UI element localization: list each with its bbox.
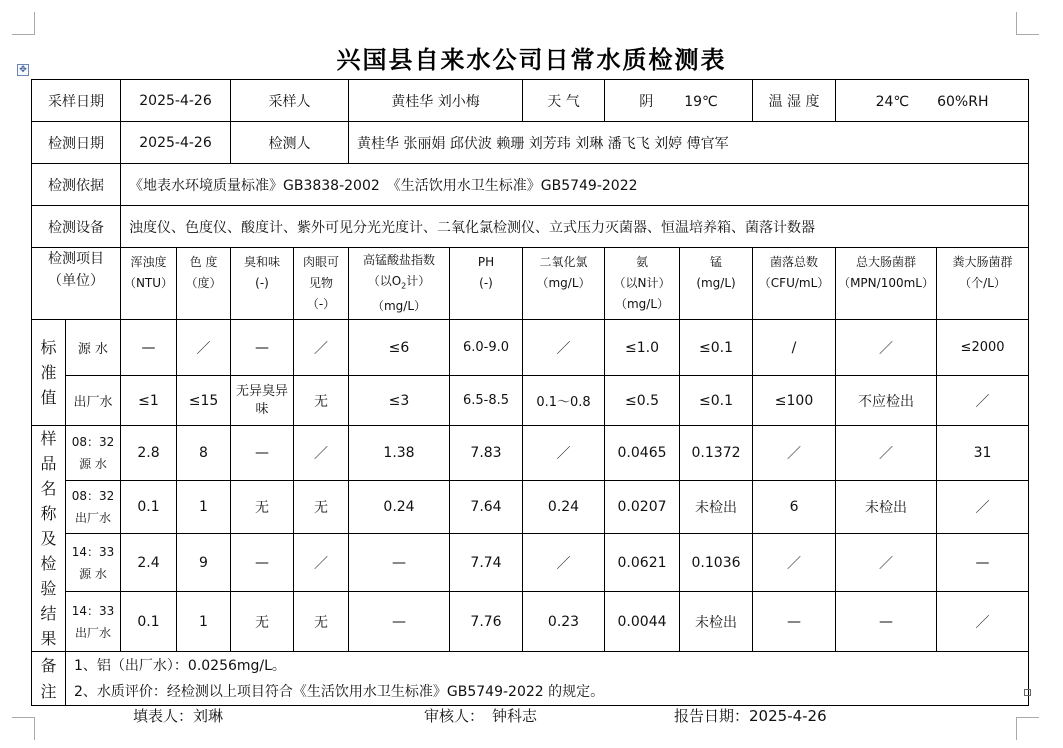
table-cell: — [349, 592, 450, 652]
label-char: 结 [40, 604, 57, 623]
label-char: 品 [40, 454, 57, 473]
label-char: 标 [40, 338, 57, 357]
table-cell: 无 [294, 480, 349, 534]
basis-row [32, 164, 1029, 206]
col-name2: （以O [367, 273, 402, 288]
table-cell: ／ [836, 534, 937, 592]
sampling-date-value: 2025-4-26 [121, 80, 231, 122]
table-cell: 无 [294, 376, 349, 426]
table-cell: 0.1372 [680, 426, 753, 481]
sample-time: 08：32 [71, 434, 115, 449]
table-cell: ／ [937, 376, 1029, 426]
col-name: 肉眼可 [302, 255, 339, 269]
label-char: 果 [40, 629, 57, 648]
testing-date-label: 检测日期 [32, 122, 121, 164]
table-cell: — [753, 592, 836, 652]
table-cell: 不应检出 [836, 376, 937, 426]
testing-date-value: 2025-4-26 [121, 122, 231, 164]
col-sub: 2 [401, 281, 407, 291]
table-cell: 1.38 [349, 426, 450, 481]
equipment-value: 浊度仪、色度仪、酸度计、紫外可见分光光度计、二氧化氯检测仪、立式压力灭菌器、恒温培养箱、菌落计数器 [121, 206, 1029, 248]
table-cell: 0.1 [121, 480, 177, 534]
row-label: 源 水 [66, 320, 121, 376]
water-quality-table [31, 79, 1029, 706]
col-odor [231, 248, 294, 320]
sample-time: 14：33 [71, 603, 115, 618]
table-cell: ／ [294, 320, 349, 376]
table-cell: — [231, 534, 294, 592]
table-cell: ≤0.1 [680, 376, 753, 426]
table-cell: ／ [523, 534, 605, 592]
climate-label: 温 湿 度 [753, 80, 836, 122]
table-cell: — [231, 320, 294, 376]
col-name: 总大肠菌群 [856, 255, 917, 269]
footer-report-date [674, 705, 827, 726]
result-row [32, 534, 1029, 592]
weather-label: 天 气 [523, 80, 605, 122]
reviewer-label: 审核人： [424, 707, 485, 725]
table-cell: ／ [294, 426, 349, 481]
equipment-row [32, 206, 1029, 248]
items-label-line2: （单位） [48, 273, 104, 289]
table-cell: 7.76 [450, 592, 523, 652]
table-cell: — [231, 426, 294, 481]
table-cell: 0.1 [121, 592, 177, 652]
crop-mark-bottom-left [12, 717, 35, 740]
col-name: 氨 [636, 255, 649, 269]
table-cell: ／ [177, 320, 231, 376]
equipment-label: 检测设备 [32, 206, 121, 248]
label-char: 注 [40, 681, 57, 701]
table-cell: 6.5-8.5 [450, 376, 523, 426]
label-char: 检 [40, 554, 57, 573]
table-cell: 9 [177, 534, 231, 592]
reviewer-value: 钟科志 [492, 707, 538, 725]
sample-label [66, 480, 121, 534]
table-cell: 2.4 [121, 534, 177, 592]
crop-mark-top-right [1016, 12, 1039, 35]
table-cell: — [349, 534, 450, 592]
table-resize-handle[interactable] [1024, 689, 1031, 696]
sampler-label: 采样人 [231, 80, 349, 122]
col-name: 粪大肠菌群 [952, 255, 1013, 269]
table-cell: 8 [177, 426, 231, 481]
table-cell: ／ [937, 480, 1029, 534]
col-unit: （MPN/100mL） [838, 276, 934, 290]
col-manganese [680, 248, 753, 320]
col-unit: （mg/L） [614, 297, 670, 311]
table-cell: ≤1 [121, 376, 177, 426]
label-char: 验 [40, 579, 57, 598]
label-char: 值 [40, 388, 57, 407]
col-unit: (-) [255, 276, 269, 290]
col-name: PH [477, 255, 495, 269]
standard-row-treated [32, 376, 1029, 426]
page-title: 兴国县自来水公司日常水质检测表 [336, 46, 727, 74]
col-colony-count [753, 248, 836, 320]
col-name: 浑浊度 [130, 255, 167, 269]
table-cell: 7.83 [450, 426, 523, 481]
table-cell: ／ [523, 426, 605, 481]
col-permanganate [349, 248, 450, 320]
items-label [32, 248, 121, 320]
table-cell: ／ [836, 320, 937, 376]
note-line: 2、水质评价：经检测以上项目符合《生活饮用水卫生标准》GB5749-2022 的规定。 [74, 683, 605, 700]
weather-value [605, 80, 753, 122]
col-unit: (mg/L) [696, 276, 736, 290]
col-unit: （个/L） [959, 276, 1006, 290]
result-row [32, 480, 1029, 534]
basis-label: 检测依据 [32, 164, 121, 206]
sample-type: 出厂水 [74, 625, 111, 640]
table-cell: ≤15 [177, 376, 231, 426]
col-name2: （以N计） [613, 276, 671, 290]
table-cell: ≤3 [349, 376, 450, 426]
col-unit: （度） [185, 276, 222, 290]
label-char: 样 [40, 429, 57, 448]
result-row [32, 592, 1029, 652]
table-cell: — [836, 592, 937, 652]
col-unit: （mg/L） [536, 276, 591, 290]
table-cell: ／ [836, 426, 937, 481]
row-label: 出厂水 [66, 376, 121, 426]
table-cell: 0.24 [523, 480, 605, 534]
notes-content [66, 652, 1029, 706]
col-ammonia [605, 248, 680, 320]
table-cell: ／ [523, 320, 605, 376]
table-cell: 0.0621 [605, 534, 680, 592]
sample-type: 源 水 [79, 456, 107, 471]
temperature-text: 19℃ [684, 93, 718, 110]
table-cell: 0.23 [523, 592, 605, 652]
col-unit: （CFU/mL） [758, 276, 830, 290]
notes-row [32, 652, 1029, 706]
table-cell: 未检出 [680, 480, 753, 534]
label-char: 称 [40, 504, 57, 523]
testing-row [32, 122, 1029, 164]
col-name: 臭和味 [243, 255, 280, 269]
sample-label [66, 426, 121, 481]
crop-mark-bottom-right [1016, 717, 1039, 740]
table-cell: — [121, 320, 177, 376]
note-line: 1、铝（出厂水）：0.0256mg/L。 [74, 657, 286, 674]
col-unit: (-) [479, 276, 493, 290]
report-date-value: 2025-4-26 [749, 707, 827, 725]
table-cell: 6.0-9.0 [450, 320, 523, 376]
table-cell: 无 [231, 592, 294, 652]
label-char: 及 [40, 529, 57, 548]
table-cell: 0.1036 [680, 534, 753, 592]
col-name: 菌落总数 [770, 255, 819, 269]
sample-label [66, 534, 121, 592]
table-cell: ≤2000 [937, 320, 1029, 376]
table-cell: 0.0465 [605, 426, 680, 481]
table-cell: 0.24 [349, 480, 450, 534]
col-name3: 计） [406, 273, 431, 288]
footer-filler [133, 705, 223, 726]
col-unit: （mg/L） [371, 299, 427, 314]
standard-row-raw [32, 320, 1029, 376]
sample-time: 08：32 [71, 488, 115, 503]
tester-label: 检测人 [231, 122, 349, 164]
items-label-line1: 检测项目 [48, 251, 104, 267]
table-cell: 2.8 [121, 426, 177, 481]
col-color [177, 248, 231, 320]
table-cell: — [937, 534, 1029, 592]
table-cell: 1 [177, 592, 231, 652]
table-cell: 未检出 [680, 592, 753, 652]
col-name2: 见物 [308, 276, 333, 290]
col-name: 锰 [710, 255, 723, 269]
table-cell: / [753, 320, 836, 376]
footer-reviewer [424, 705, 537, 726]
sample-time: 14：33 [71, 544, 115, 559]
table-cell: 1 [177, 480, 231, 534]
table-cell: 无 [231, 480, 294, 534]
filler-label: 填表人： [133, 707, 194, 725]
result-row [32, 426, 1029, 481]
table-cell: ／ [294, 534, 349, 592]
table-move-handle-icon[interactable]: ✥ [17, 64, 29, 76]
table-cell: 31 [937, 426, 1029, 481]
col-total-coliform [836, 248, 937, 320]
items-header-row [32, 248, 1029, 320]
sampling-row [32, 80, 1029, 122]
col-turbidity [121, 248, 177, 320]
col-chlorine-dioxide [523, 248, 605, 320]
climate-value: 24℃ 60%RH [836, 80, 1029, 122]
label-char: 备 [40, 655, 57, 675]
label-char: 准 [40, 363, 57, 382]
sampler-value: 黄桂华 刘小梅 [349, 80, 523, 122]
table-cell: ≤100 [753, 376, 836, 426]
col-name: 色 度 [189, 255, 218, 269]
table-cell: 7.74 [450, 534, 523, 592]
label-char: 名 [40, 479, 57, 498]
table-cell: ／ [753, 426, 836, 481]
col-fecal-coliform [937, 248, 1029, 320]
table-cell: ／ [753, 534, 836, 592]
table-cell: 7.64 [450, 480, 523, 534]
table-cell: 6 [753, 480, 836, 534]
table-cell: ≤1.0 [605, 320, 680, 376]
table-cell: 0.1～0.8 [523, 376, 605, 426]
col-name: 高锰酸盐指数 [362, 252, 435, 267]
weather-text: 阴 [639, 93, 654, 110]
tester-value: 黄桂华 张丽娟 邱伏波 赖珊 刘芳玮 刘琳 潘飞飞 刘婷 傅官军 [349, 122, 1029, 164]
sampling-date-label: 采样日期 [32, 80, 121, 122]
results-label [32, 426, 66, 652]
table-cell: ／ [937, 592, 1029, 652]
notes-label [32, 652, 66, 706]
table-cell: ≤6 [349, 320, 450, 376]
table-cell: 无 [294, 592, 349, 652]
col-name: 二氧化氯 [539, 255, 588, 269]
report-date-label: 报告日期： [674, 707, 750, 725]
table-cell: 0.0207 [605, 480, 680, 534]
col-unit: （NTU） [123, 276, 174, 290]
table-cell: 无异臭异味 [231, 376, 294, 426]
crop-mark-top-left [12, 12, 35, 35]
sample-label [66, 592, 121, 652]
standard-label [32, 320, 66, 426]
table-cell: ≤0.5 [605, 376, 680, 426]
table-cell: 0.0044 [605, 592, 680, 652]
sample-type: 源 水 [79, 566, 107, 581]
col-unit: （-） [306, 297, 336, 311]
sample-type: 出厂水 [74, 510, 111, 525]
filler-value: 刘琳 [193, 707, 224, 725]
basis-value: 《地表水环境质量标准》GB3838-2002 《生活饮用水卫生标准》GB5749-2022 [121, 164, 1029, 206]
table-cell: 未检出 [836, 480, 937, 534]
table-cell: ≤0.1 [680, 320, 753, 376]
col-ph [450, 248, 523, 320]
col-visible-matter [294, 248, 349, 320]
